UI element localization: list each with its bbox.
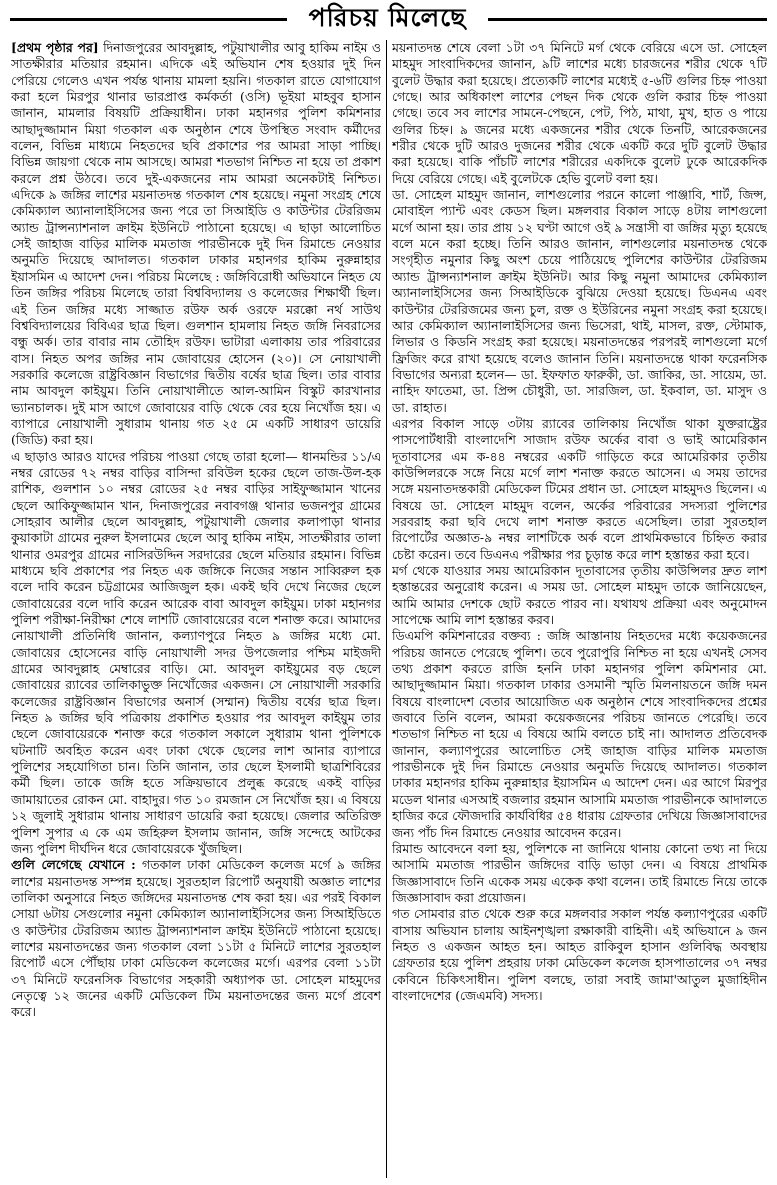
paragraph: মর্গ থেকে যাওয়ার সময় আমেরিকান দূতাবাসের তৃতীয় কাউন্সিলর দ্রুত লাশ হস্তান্তরের অনুরোধ করেন। এ সময় ডা. সোহেল মাহমুদ তাকে জানিয়েছেন, আমি আমার দেশকে ছোট করতে পারব না। যথাযথ প্রক্রিয়া এবং অনুমোদন সাপেক্ষে আমি লাশ হস্তান্তর করব।	[392, 563, 767, 628]
article-column-left	[11, 40, 381, 1178]
paragraph: ডা. সোহেল মাহমুদ জানান, লাশগুলোর পরনে কালো পাঞ্জাবি, শার্ট, জিন্স, মোবাইল প্যান্ট এবং কেডস ছিল। মঙ্গলবার বিকাল সাড়ে ৪টায় লাশগুলো মর্গে আনা হয়। তার প্রায় ১২ ঘণ্টা আগে ওই ৯ সন্ত্রাসী বা জঙ্গির মৃত্যু হয়েছে বলে মনে করা হচ্ছে। তিনি আরও জানান, লাশগুলোর ময়নাতদন্ত থেকে সংগৃহীত নমুনার কিছু অংশ চেয়ে পাঠিয়েছে পুলিশের কাউন্টার টেররিজম অ্যান্ড ট্রান্সন্যাশনাল ক্রাইম ইউনিট। আর কিছু নমুনা আমাদের কেমিক্যাল অ্যানালাইসিসের জন্য সিআইডিকে বুঝিয়ে দেওয়া হয়েছে। ডিএনএ এবং কাউন্টার টেররিজমের জন্য চুল, রক্ত ও ইউরিনের নমুনা সংগ্রহ করা হয়েছে। আর কেমিক্যাল অ্যানালাইসিসের জন্য ভিসেরা, থাই, মাসল, রক্ত, স্টোমাক, লিভার ও কিডনি সংগ্রহ করা হয়েছে। ময়নাতদন্তের পরপরই লাশগুলো মর্গে ফ্রিজিং করে রাখা হয়েছে বলেও জানান তিনি। ময়নাতদন্তে থাকা ফরেনসিক বিভাগের অন্যরা হলেন— ডা. ইফফাত ফারুকী, ডা. জাকির, ডা. সায়েম, ডা. নাহিদ ফাতেমা, ডা. প্রিন্স চৌধুরী, ডা. সারজিল, ডা. ইকবাল, ডা. মাসুদ ও ডা. রাহাত।	[392, 187, 767, 415]
paragraph: রিমান্ড আবেদনে বলা হয়, পুলিশকে না জানিয়ে থানায় কোনো তথ্য না দিয়ে আসামি মমতাজ পারভীন জঙ্গিদের বাড়ি ভাড়া দেন। এ বিষয়ে প্রাথমিক জিজ্ঞাসাবাদে তিনি একেক সময় একেক কথা বলেন। তাই রিমান্ডে নিয়ে তাকে জিজ্ঞাসাবাদ করা প্রয়োজন।	[392, 840, 767, 905]
paragraph-text: দিনাজপুরের আবদুল্লাহ, পটুয়াখালীর আবু হাকিম নাইম ও সাতক্ষীরার মতিয়ার রহমান। এদিকে এই অভিযান শেষ হওয়ার দুই দিন পেরিয়ে গেলেও এখন পর্যন্ত থানায় মামলা হয়নি। গতকাল রাতে যোগাযোগ করা হলে মিরপুর থানার ভারপ্রাপ্ত কর্মকর্তা (ওসি) ভূইয়া মাহবুব হাসান জানান, মামলার বিষয়টি প্রক্রিয়াধীন। ঢাকা মহানগর পুলিশ কমিশনার আছাদুজ্জামান মিয়া গতকাল এক অনুষ্ঠান শেষে উপস্থিত সংবাদ কর্মীদের বলেন, বিভিন্ন মাধ্যমে নিহতদের ছবি প্রকাশের পর আমরা সাড়া পাচ্ছি। বিভিন্ন জায়গা থেকে নাম আসছে। আমরা শতভাগ নিশ্চিত না হয়ে তা প্রকাশ করলে প্রশ্ন উঠবে। তবে দুই-একজনের নাম আমরা অনেকটাই নিশ্চিত। এদিকে ৯ জঙ্গির লাশের ময়নাতদন্ত গতকাল শেষ হয়েছে। নমুনা সংগ্রহ শেষে কেমিক্যাল অ্যানালাইসিসের জন্য পরে তা সিআইডি ও কাউন্টার টেররিজম অ্যান্ড ট্রান্সন্যাশনাল ক্রাইম ইউনিটে পাঠানো হয়েছে। এ ছাড়া আলোচিত সেই জাহাজ বাড়ির মালিক মমতাজ পারভীনকে দুই দিন রিমান্ডে নেওয়ার অনুমতি দিয়েছে আদালত। গতকাল ঢাকার মহানগর হাকিম নুরুন্নাহার ইয়াসমিন এ আদেশ দেন। পরিচয় মিলেছে : জঙ্গিবিরোধী অভিযানে নিহত যে তিন জঙ্গির পরিচয় মিলেছে তারা বিশ্ববিদ্যালয় ও কলেজের শিক্ষার্থী ছিল। এই তিন জঙ্গির মধ্যে সাজ্জাত রউফ অর্ক ওরফে মরক্কো নর্থ সাউথ বিশ্ববিদ্যালয়ের বিবিএর ছাত্র ছিল। গুলশান হামলায় নিহত জঙ্গি নিবরাসের বন্ধু অর্ক। তার বাবার নাম তৌহিদ রউফ। ভাটারা এলাকায় তার পরিবারের বাস। নিহত অপর জঙ্গির নাম জোবায়ের হোসেন (২০)। সে নোয়াখালী সরকারি কলেজে রাষ্ট্রবিজ্ঞান বিভাগের দ্বিতীয় বর্ষের ছাত্র ছিল। তার বাবার নাম আবদুল কাইয়ুম। তিনি নোয়াখালীতে আল-আমিন বিস্কুট কারখানার ভ্যানচালক। দুই মাস আগে জোবায়ের বাড়ি থেকে বের হয়ে নিখোঁজ হয়। এ ব্যাপারে নোয়াখালী সুধারাম থানায় গত ২৫ মে একটি সাধারণ ডায়েরি (জিডি) করা হয়।	[11, 40, 381, 448]
paragraph	[11, 857, 381, 1020]
article-column-right	[392, 40, 767, 1178]
paragraph	[11, 40, 381, 449]
column-divider	[386, 40, 387, 1178]
paragraph: ডিএমপি কমিশনারের বক্তব্য : জঙ্গি আস্তানায় নিহতদের মধ্যে কয়েকজনের পরিচয় জানতে পেরেছে পুলিশ। তবে পুরোপুরি নিশ্চিত না হয়ে এখনই সেসব তথ্য প্রকাশ করতে রাজি হননি ঢাকা মহানগর পুলিশ কমিশনার মো. আছাদুজ্জামান মিয়া। গতকাল ঢাকার ওসমানী স্মৃতি মিলনায়তনে জঙ্গি দমন বিষয়ে বাংলাদেশ বেতার আয়োজিত এক অনুষ্ঠান শেষে সাংবাদিকদের প্রশ্নের জবাবে তিনি বলেন, আমরা কয়েকজনের পরিচয় জানতে পেরেছি। তবে শতভাগ নিশ্চিত না হয়ে এ বিষয়ে আমি বলতে চাই না। আদালত প্রতিবেদক জানান, কল্যাণপুরের আলোচিত সেই জাহাজ বাড়ির মালিক মমতাজ পারভীনকে দুই দিন রিমান্ডে নেওয়ার অনুমতি দিয়েছে আদালত। গতকাল ঢাকার মহানগর হাকিম নুরুন্নাহার ইয়াসমিন এ আদেশ দেন। এর আগে মিরপুর মডেল থানার এসআই বজলার রহমান আসামি মমতাজ পারভীনকে আদালতে হাজির করে ফৌজদারি কার্যবিধির ৫৪ ধারায় গ্রেফতার দেখিয়ে জিজ্ঞাসাবাদের জন্য পাঁচ দিন রিমান্ডে নেওয়ার আবেদন করেন।	[392, 628, 767, 840]
paragraph: এরপর বিকাল সাড়ে ৩টায় র‌্যাবের তালিকায় নিখোঁজ থাকা যুক্তরাষ্ট্রের পাসপোর্টধারী বাংলাদেশি সাজাদ রউফ অর্কের বাবা ও ভাই আমেরিকান দূতাবাসের এম ক-৪৪ নম্বরের একটি গাড়িতে করে আমেরিকার তৃতীয় কাউন্সিলরকে সঙ্গে নিয়ে মর্গে লাশ শনাক্ত করতে আসেন। এ সময় তাদের সঙ্গে ময়নাতদন্তকারী মেডিকেল টিমের প্রধান ডা. সোহেল মাহমুদও ছিলেন। এ বিষয়ে ডা. সোহেল মাহমুদ বলেন, অর্কের পরিবারের সদস্যরা পুলিশের সরবরাহ করা ছবি দেখে লাশ শনাক্ত করতে এসেছিল। তারা সুরতহাল রিপোর্টের অজ্ঞাত-৯ নম্বর লাশটিকে অর্ক বলে প্রাথমিকভাবে চিহ্নিত করার চেষ্টা করেন। তবে ডিএনএ পরীক্ষার পর চূড়ান্ত করে লাশ হস্তান্তর করা হবে।	[392, 415, 767, 562]
paragraph: এ ছাড়াও আরও যাদের পরিচয় পাওয়া গেছে তারা হলো— ধানমন্ডির ১১/এ নম্বর রোডের ৭২ নম্বর বাড়ির বাসিন্দা রবিউল হকের ছেলে তাজ-উল-হক রাশিক, গুলশান ১০ নম্বর রোডের ২৫ নম্বর বাড়ির সাইফুজ্জামান খানের ছেলে আকিফুজ্জামান খান, দিনাজপুরের নবাবগঞ্জ থানার ভজনপুর গ্রামের সোহরাব আলীর ছেলে আবদুল্লাহ, পটুয়াখালী জেলার কলাপাড়া থানার কুয়াকাটা গ্রামের নুরুল ইসলামের ছেলে আবু হাকিম নাইম, সাতক্ষীরার তালা থানার ওমরপুর গ্রামের নাসিরউদ্দিন সরদারের ছেলে মতিয়ার রহমান। বিভিন্ন মাধ্যমে ছবি প্রকাশের পর নিহত এক জঙ্গিকে নিজের সন্তান সাব্বিরুল হক বলে দাবি করেন চট্টগ্রামের আজিজুল হক। একই ছবি দেখে নিজের ছেলে জোবায়েরের বলে দাবি করেন আরেক বাবা আবদুল কাইয়ুম। ঢাকা মহানগর পুলিশ পরীক্ষা-নিরীক্ষা শেষে লাশটি জোবায়েরের বলে শনাক্ত করে। আমাদের নোয়াখালী প্রতিনিধি জানান, কল্যাণপুরে নিহত ৯ জঙ্গির মধ্যে মো. জোবায়ের হোসেনের বাড়ি নোয়াখালী সদর উপজেলার পশ্চিম মাইজদী গ্রামের আবদুল্লাহ মেম্বারের বাড়ি। মো. আবদুল কাইয়ুমের বড় ছেলে জোবায়ের র‌্যাবের তালিকাভুক্ত নিখোঁজের একজন। সে নোয়াখালী সরকারি কলেজের রাষ্ট্রবিজ্ঞান বিভাগের অনার্স (সম্মান) দ্বিতীয় বর্ষের ছাত্র ছিল। নিহত ৯ জঙ্গির ছবি পত্রিকায় প্রকাশিত হওয়ার পর আবদুল কাইয়ুম তার ছেলে জোবায়েরকে শনাক্ত করে গতকাল সকালে সুধারাম থানা পুলিশকে ঘটনাটি অবহিত করেন এবং ঢাকা থেকে ছেলের লাশ আনার ব্যাপারে পুলিশের সহযোগিতা চান। তিনি জানান, তার ছেলে ইসলামী ছাত্রশিবিরের কর্মী ছিল। তাকে জঙ্গি হতে সক্রিয়ভাবে প্রলুব্ধ করেছে একই বাড়ির জামায়াতের রোকন মো. বাহাদুর। গত ১০ রমজান সে নিখোঁজ হয়। এ বিষয়ে ১২ জুলাই সুধারাম থানায় সাধারণ ডায়েরি করা হয়েছে। জেলার অতিরিক্ত পুলিশ সুপার এ কে এম জহিরুল ইসলাম জানান, জঙ্গি সন্দেহে আটকের জন্য পুলিশ দীর্ঘদিন ধরে জোবায়েরকে খুঁজছিল।	[11, 448, 381, 856]
paragraph: গত সোমবার রাত থেকে শুরু করে মঙ্গলবার সকাল পর্যন্ত কল্যাণপুরের একটি বাসায় অভিযান চালায় আইনশৃঙ্খলা রক্ষাকারী বাহিনী। এই অভিযানে ৯ জন নিহত ও একজন আহত হন। আহত রাকিবুল হাসান গুলিবিদ্ধ অবস্থায় গ্রেফতার হয়ে পুলিশ প্রহরায় ঢাকা মেডিকেল কলেজ হাসপাতালের ৩৭ নম্বর কেবিনে চিকিৎসাধীন। পুলিশ বলছে, তারা সবাই জামা'আতুল মুজাহিদীন বাংলাদেশের (জেএমবি) সদস্য।	[392, 906, 767, 1003]
subheading: গুলি লেগেছে যেখানে :	[11, 857, 136, 873]
headline-rule-left	[10, 18, 287, 21]
continuation-marker: [প্রথম পৃষ্ঠার পর]	[11, 40, 99, 55]
headline-rule-right	[488, 18, 767, 21]
headline-bar	[0, 0, 777, 36]
paragraph: ময়নাতদন্ত শেষে বেলা ১টা ৩৭ মিনিটে মর্গ থেকে বেরিয়ে এসে ডা. সোহেল মাহমুদ সাংবাদিকদের জানান, ৯টি লাশের মধ্যে চারজনের শরীর থেকে ৭টি বুলেট উদ্ধার করা হয়েছে। প্রত্যেকটি লাশের মধ্যেই ৫-৬টি গুলির চিহ্ন পাওয়া গেছে। আর অধিকাংশ লাশের পেছন দিক থেকে গুলি করার চিহ্ন পাওয়া গেছে। তবে সব লাশের সামনে-পেছনে, পেট, পিঠ, মাথা, মুখ, হাত ও পায়ে গুলির চিহ্ন। ৯ জনের মধ্যে একজনের শরীর থেকে তিনটি, আরেকজনের শরীর থেকে দুটি আরও দুজনের শরীর থেকে একটি করে দুটি বুলেট উদ্ধার করা হয়েছে। বাকি পাঁচটি লাশের শরীরের একদিকে বুলেট ঢুকে আরেকদিক দিয়ে বেরিয়ে গেছে। এই বুলেটকে হেভি বুলেট বলা হয়।	[392, 40, 767, 186]
headline: পরিচয় মিলেছে	[308, 3, 467, 32]
paragraph-text: গতকাল ঢাকা মেডিকেল কলেজ মর্গে ৯ জঙ্গির লাশের ময়নাতদন্ত সম্পন্ন হয়েছে। সুরতহাল রিপোর্ট অনুযায়ী অজ্ঞাত লাশের তালিকা অনুসারে নিহত জঙ্গিদের ময়নাতদন্ত শেষ করা হয়। এর পরই বিকাল সোয়া ৬টায় সেগুলোর নমুনা কেমিক্যাল অ্যানালাইসিসের জন্য সিআইডিতে ও কাউন্টার টেররিজম অ্যান্ড ট্রান্সন্যাশনাল ক্রাইম ইউনিটে পাঠানো হয়েছে। লাশের ময়নাতদন্তের জন্য গতকাল বেলা ১১টা ৫ মিনিটে লাশের সুরতহাল রিপোর্ট এসে পৌঁছায় ঢাকা মেডিকেল কলেজের মর্গে। এরপর বেলা ১১টা ৩৭ মিনিটে ফরেনসিক বিভাগের সহকারী অধ্যাপক ডা. সোহেল মাহমুদের নেতৃত্বে ১২ জনের একটি মেডিকেল টিম ময়নাতদন্তের জন্য মর্গে প্রবেশ করে।	[11, 857, 381, 1020]
